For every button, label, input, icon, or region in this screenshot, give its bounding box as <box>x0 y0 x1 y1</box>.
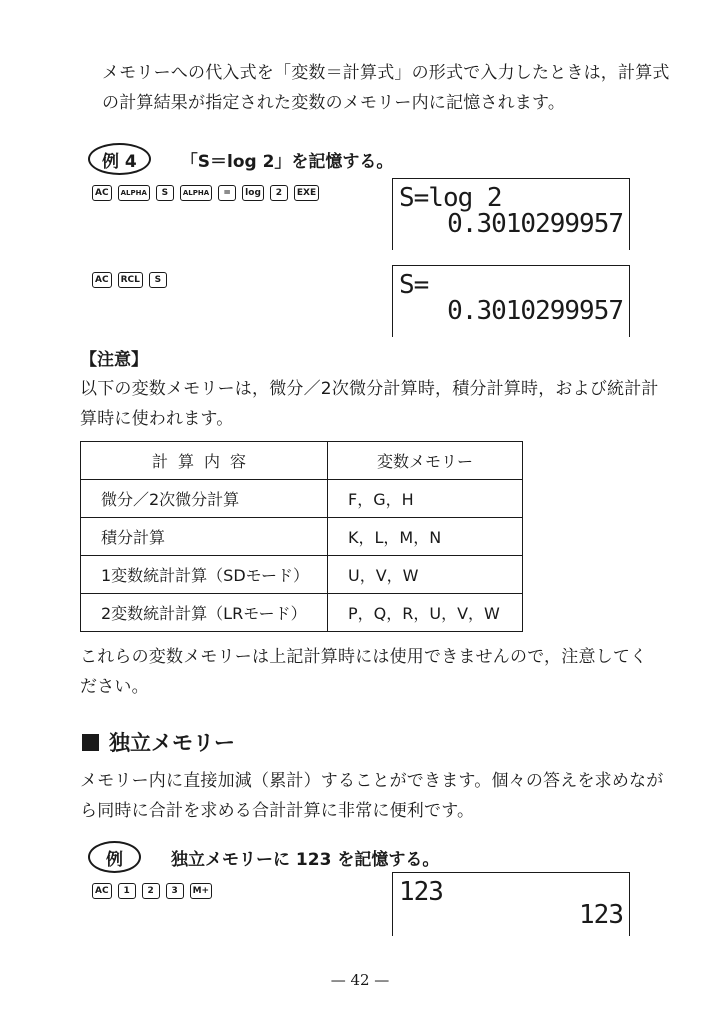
cell-calc: 2変数統計計算（LRモード） <box>81 594 328 632</box>
key-alpha-icon: ALPHA <box>118 185 150 201</box>
table-row <box>81 480 523 518</box>
key-m-icon: M+ <box>190 883 213 899</box>
intro-line-2: の計算結果が指定された変数のメモリー内に記憶されます。 <box>102 93 566 113</box>
section-line-2: ら同時に合計を求める合計計算に非常に便利です。 <box>80 801 475 821</box>
example-4-step1-display <box>392 178 630 250</box>
cell-vars: P，Q，R，U，V，W <box>328 594 523 632</box>
key-ac-icon: AC <box>92 185 112 201</box>
intro-paragraph <box>102 58 670 118</box>
example-4-step1-keys <box>92 185 319 201</box>
cell-calc: 1変数統計計算（SDモード） <box>81 556 328 594</box>
note-heading: 【注意】 <box>80 350 148 370</box>
section-heading <box>82 727 235 757</box>
display-line-1: S= <box>399 270 429 300</box>
key-log-icon: log <box>242 185 264 201</box>
cell-vars: U，V，W <box>328 556 523 594</box>
note-paragraph <box>80 374 659 434</box>
header-vars: 変数メモリー <box>328 442 523 480</box>
key-3-icon: 3 <box>166 883 184 899</box>
display-line-2: 0.3010299957 <box>447 296 623 326</box>
key-s-icon: S <box>156 185 174 201</box>
example-4-badge: 例 4 <box>88 143 151 175</box>
header-calc: 計算内容 <box>81 442 328 480</box>
square-bullet-icon <box>82 734 99 751</box>
variable-memory-table <box>80 441 523 632</box>
display-line-1: S=log 2 <box>399 183 502 213</box>
intro-line-1: メモリーへの代入式を「変数＝計算式」の形式で入力したときは，計算式 <box>102 63 670 83</box>
example-header <box>88 841 439 873</box>
example-title: 独立メモリーに 123 を記憶する。 <box>171 849 440 870</box>
table-row <box>81 556 523 594</box>
key-exe-icon: EXE <box>294 185 319 201</box>
cell-calc: 積分計算 <box>81 518 328 556</box>
key-ac-icon: AC <box>92 883 112 899</box>
key-rcl-icon: RCL <box>118 272 143 288</box>
note-line-1: 以下の変数メモリーは，微分／2次微分計算時，積分計算時，および統計計 <box>80 379 659 399</box>
section-title: 独立メモリー <box>109 731 235 755</box>
after-line-1: これらの変数メモリーは上記計算時には使用できませんので，注意してく <box>80 647 648 667</box>
table-row <box>81 518 523 556</box>
key-ac-icon: AC <box>92 272 112 288</box>
example-4-title: 「S＝log 2」を記憶する。 <box>180 151 394 172</box>
cell-calc: 微分／2次微分計算 <box>81 480 328 518</box>
example-display <box>392 872 630 936</box>
key-2-icon: 2 <box>142 883 160 899</box>
example-keys <box>92 883 212 899</box>
key-s-icon: S <box>149 272 167 288</box>
key--icon: = <box>218 185 236 201</box>
display-line-1: 123 <box>399 877 443 907</box>
after-table-paragraph <box>80 642 647 702</box>
key-1-icon: 1 <box>118 883 136 899</box>
after-line-2: ださい。 <box>80 677 149 697</box>
section-paragraph <box>80 766 663 826</box>
cell-vars: F，G，H <box>328 480 523 518</box>
key-alpha-icon: ALPHA <box>180 185 212 201</box>
key-2-icon: 2 <box>270 185 288 201</box>
example-badge: 例 <box>88 841 141 873</box>
note-line-2: 算時に使われます。 <box>80 409 234 429</box>
example-4-header <box>88 143 393 175</box>
example-4-step2-display <box>392 265 630 337</box>
cell-vars: K，L，M，N <box>328 518 523 556</box>
section-line-1: メモリー内に直接加減（累計）することができます。個々の答えを求めなが <box>80 771 664 791</box>
display-line-2: 123 <box>579 900 623 930</box>
page-number: — 42 — <box>330 971 390 989</box>
display-line-2: 0.3010299957 <box>447 209 623 239</box>
table-row <box>81 594 523 632</box>
table-header-row <box>81 442 523 480</box>
example-4-step2-keys <box>92 272 167 288</box>
